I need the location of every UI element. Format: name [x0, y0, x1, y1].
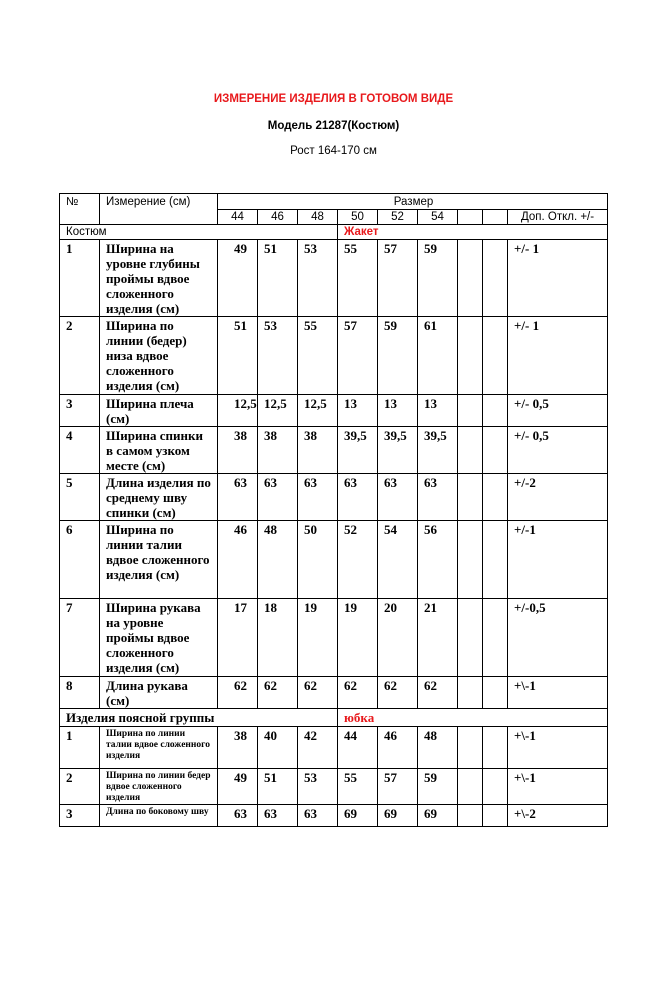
row-value: 63 — [298, 805, 338, 827]
row-value: 63 — [298, 474, 338, 521]
row-number: 5 — [60, 474, 100, 521]
row-value: 39,5 — [338, 427, 378, 474]
row-value: 69 — [338, 805, 378, 827]
size-empty — [458, 210, 483, 225]
row-value: 62 — [218, 677, 258, 709]
row-value: 63 — [218, 474, 258, 521]
row-number: 8 — [60, 677, 100, 709]
row-empty-cell — [458, 727, 483, 769]
header-measure: Измерение (см) — [100, 194, 218, 225]
row-number: 3 — [60, 805, 100, 827]
row-value: 56 — [418, 521, 458, 599]
row-empty-cell — [483, 317, 508, 395]
row-value: 69 — [378, 805, 418, 827]
row-value: 39,5 — [418, 427, 458, 474]
size-46: 46 — [258, 210, 298, 225]
row-value: 44 — [338, 727, 378, 769]
row-value: 13 — [338, 395, 378, 427]
row-value: 12,5 — [218, 395, 258, 427]
row-empty-cell — [458, 599, 483, 677]
row-value: 20 — [378, 599, 418, 677]
row-empty-cell — [458, 769, 483, 805]
row-measure-name: Ширина по линии талии вдвое сложенного изделия — [100, 727, 218, 769]
row-tolerance: +/- 1 — [508, 317, 608, 395]
row-value: 51 — [258, 769, 298, 805]
row-value: 55 — [338, 240, 378, 317]
row-value: 55 — [298, 317, 338, 395]
row-value: 51 — [218, 317, 258, 395]
height-label: Рост 164-170 см — [290, 145, 377, 157]
row-value: 63 — [258, 805, 298, 827]
table-row — [60, 521, 608, 599]
size-52: 52 — [378, 210, 418, 225]
row-empty-cell — [483, 805, 508, 827]
row-empty-cell — [458, 395, 483, 427]
section-row — [60, 225, 608, 240]
row-measure-name: Длина по боковому шву — [100, 805, 218, 827]
row-empty-cell — [483, 677, 508, 709]
row-measure-name: Ширина по линии талии вдвое сложенного изделия (см) — [100, 521, 218, 599]
row-number: 1 — [60, 727, 100, 769]
row-number: 3 — [60, 395, 100, 427]
table-row — [60, 599, 608, 677]
row-tolerance: +/-1 — [508, 521, 608, 599]
row-value: 49 — [218, 769, 258, 805]
row-empty-cell — [458, 240, 483, 317]
size-48: 48 — [298, 210, 338, 225]
row-value: 17 — [218, 599, 258, 677]
header-row — [60, 194, 608, 210]
row-value: 40 — [258, 727, 298, 769]
row-tolerance: +/- 0,5 — [508, 427, 608, 474]
row-value: 57 — [338, 317, 378, 395]
table-row — [60, 474, 608, 521]
row-empty-cell — [483, 474, 508, 521]
row-measure-name: Ширина рукава на уровне проймы вдвое сложенного изделия (см) — [100, 599, 218, 677]
section-title-text: юбка — [344, 710, 375, 725]
row-value: 13 — [378, 395, 418, 427]
row-empty-cell — [483, 599, 508, 677]
row-empty-cell — [483, 240, 508, 317]
row-value: 13 — [418, 395, 458, 427]
size-empty — [483, 210, 508, 225]
row-empty-cell — [458, 521, 483, 599]
row-empty-cell — [458, 427, 483, 474]
row-tolerance: +\-1 — [508, 769, 608, 805]
row-empty-cell — [458, 805, 483, 827]
row-value: 55 — [338, 769, 378, 805]
row-value: 18 — [258, 599, 298, 677]
row-empty-cell — [483, 727, 508, 769]
row-empty-cell — [483, 769, 508, 805]
row-value: 39,5 — [378, 427, 418, 474]
row-tolerance: +/-0,5 — [508, 599, 608, 677]
row-value: 62 — [258, 677, 298, 709]
row-value: 50 — [298, 521, 338, 599]
section-title — [338, 225, 608, 240]
row-tolerance: +\-1 — [508, 677, 608, 709]
row-value: 62 — [338, 677, 378, 709]
section-label: Костюм — [60, 225, 338, 240]
row-value: 69 — [418, 805, 458, 827]
row-value: 38 — [218, 427, 258, 474]
size-50: 50 — [338, 210, 378, 225]
size-chart-table — [59, 193, 608, 827]
row-number: 1 — [60, 240, 100, 317]
row-empty-cell — [483, 395, 508, 427]
row-value: 61 — [418, 317, 458, 395]
header-tolerance: Доп. Откл. +/- — [508, 210, 608, 225]
row-tolerance: +\-1 — [508, 727, 608, 769]
row-measure-name: Ширина плеча (см) — [100, 395, 218, 427]
row-measure-name: Ширина на уровне глубины проймы вдвое сложенного изделия (см) — [100, 240, 218, 317]
row-value: 62 — [378, 677, 418, 709]
row-value: 19 — [298, 599, 338, 677]
section-row — [60, 709, 608, 727]
row-value: 48 — [258, 521, 298, 599]
row-number: 7 — [60, 599, 100, 677]
row-value: 59 — [418, 769, 458, 805]
row-value: 63 — [338, 474, 378, 521]
row-number: 2 — [60, 317, 100, 395]
section-title-text: Жакет — [344, 226, 379, 238]
row-value: 19 — [338, 599, 378, 677]
row-number: 2 — [60, 769, 100, 805]
row-value: 46 — [218, 521, 258, 599]
row-value: 12,5 — [258, 395, 298, 427]
table-row — [60, 769, 608, 805]
table-row — [60, 727, 608, 769]
row-tolerance: +\-2 — [508, 805, 608, 827]
row-value: 63 — [378, 474, 418, 521]
row-value: 51 — [258, 240, 298, 317]
section-title — [338, 709, 608, 727]
model-label: Модель 21287(Костюм) — [267, 120, 400, 132]
row-empty-cell — [458, 677, 483, 709]
row-value: 53 — [298, 240, 338, 317]
row-value: 59 — [378, 317, 418, 395]
row-value: 63 — [258, 474, 298, 521]
table-row — [60, 395, 608, 427]
row-value: 38 — [218, 727, 258, 769]
row-tolerance: +/- 1 — [508, 240, 608, 317]
row-tolerance: +/- 0,5 — [508, 395, 608, 427]
header-size: Размер — [218, 194, 608, 210]
row-number: 6 — [60, 521, 100, 599]
row-value: 63 — [218, 805, 258, 827]
row-measure-name: Ширина по линии бедер вдвое сложенного изделия — [100, 769, 218, 805]
row-empty-cell — [483, 427, 508, 474]
row-value: 12,5 — [298, 395, 338, 427]
table-row — [60, 240, 608, 317]
table-row — [60, 805, 608, 827]
table-row — [60, 677, 608, 709]
row-empty-cell — [483, 521, 508, 599]
row-value: 54 — [378, 521, 418, 599]
row-empty-cell — [458, 317, 483, 395]
header-num: № — [60, 194, 100, 225]
row-value: 57 — [378, 769, 418, 805]
row-value: 53 — [258, 317, 298, 395]
row-value: 42 — [298, 727, 338, 769]
table-row — [60, 317, 608, 395]
row-value: 38 — [298, 427, 338, 474]
document-title: ИЗМЕРЕНИЕ ИЗДЕЛИЯ В ГОТОВОМ ВИДЕ — [213, 93, 454, 105]
row-value: 62 — [418, 677, 458, 709]
row-measure-name: Длина изделия по среднему шву спинки (см) — [100, 474, 218, 521]
section-label: Изделия поясной группы — [60, 709, 338, 727]
size-54: 54 — [418, 210, 458, 225]
row-value: 46 — [378, 727, 418, 769]
row-measure-name: Ширина спинки в самом узком месте (см) — [100, 427, 218, 474]
row-value: 57 — [378, 240, 418, 317]
row-value: 38 — [258, 427, 298, 474]
row-value: 21 — [418, 599, 458, 677]
size-44: 44 — [218, 210, 258, 225]
row-number: 4 — [60, 427, 100, 474]
row-value: 59 — [418, 240, 458, 317]
row-measure-name: Длина рукава (см) — [100, 677, 218, 709]
row-value: 52 — [338, 521, 378, 599]
row-value: 62 — [298, 677, 338, 709]
table-row — [60, 427, 608, 474]
row-value: 48 — [418, 727, 458, 769]
row-tolerance: +/-2 — [508, 474, 608, 521]
row-measure-name: Ширина по линии (бедер) низа вдвое сложенного изделия (см) — [100, 317, 218, 395]
row-value: 49 — [218, 240, 258, 317]
row-value: 63 — [418, 474, 458, 521]
row-empty-cell — [458, 474, 483, 521]
row-value: 53 — [298, 769, 338, 805]
